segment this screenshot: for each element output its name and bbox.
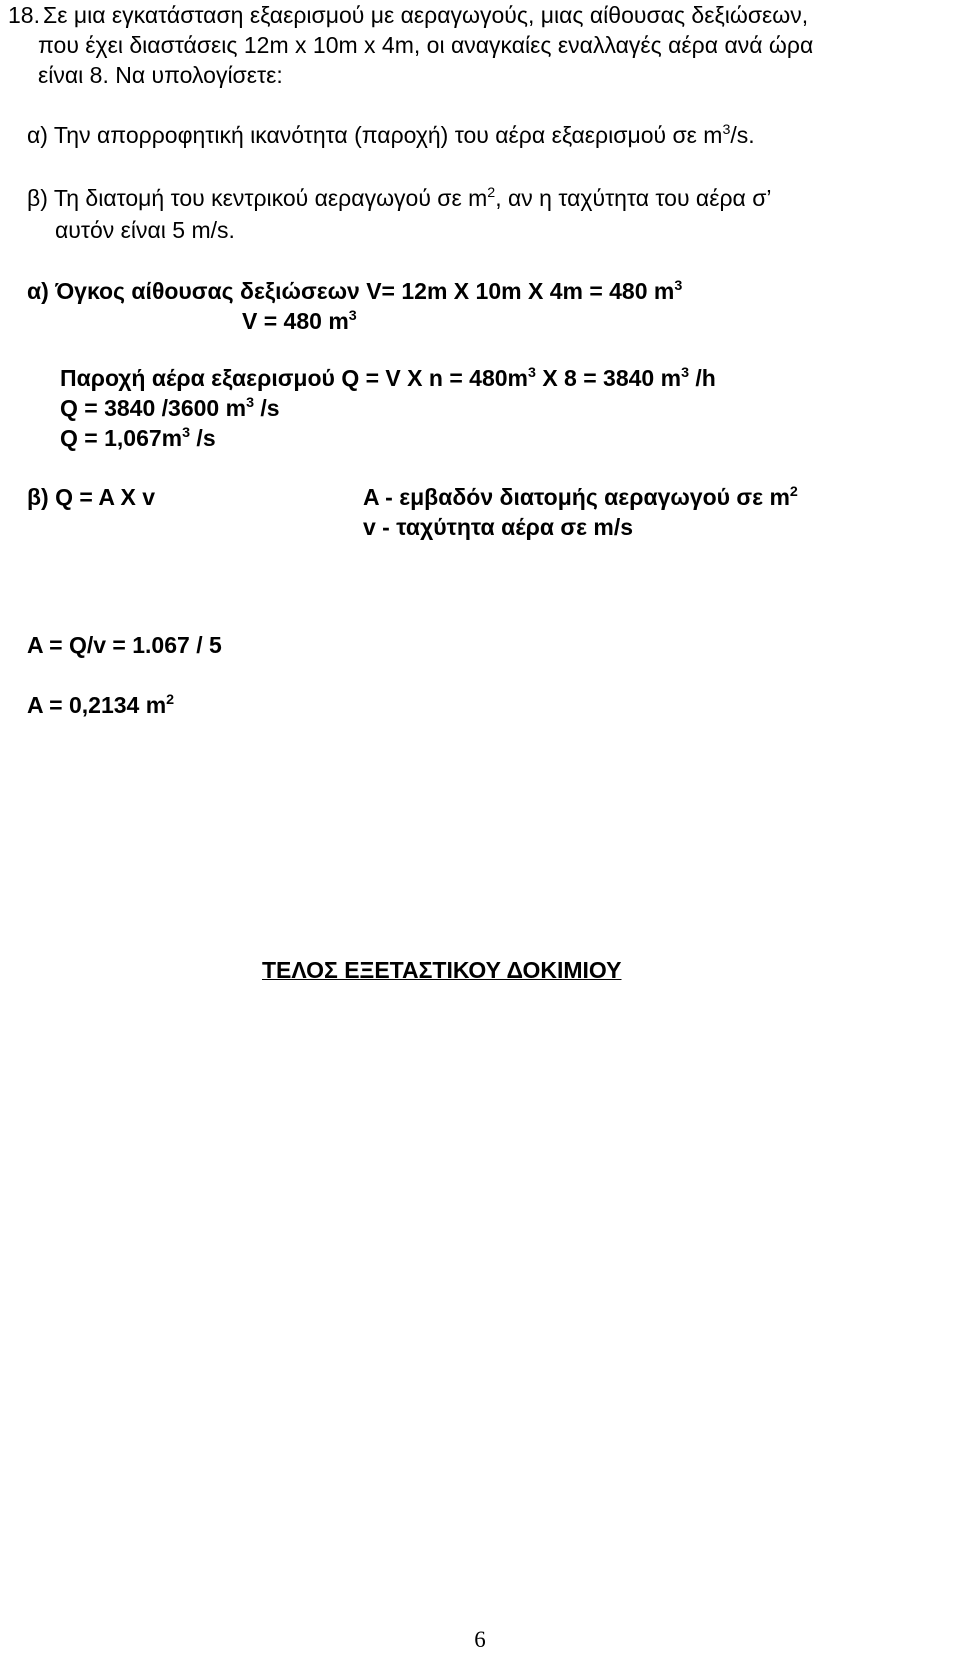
problem-line-1: 18. Σε μια εγκατάσταση εξαερισμού με αεραγωγούς, μιας αίθουσας δεξιώσεων, [8,2,809,28]
problem-number: 18. [8,2,40,28]
question-b: β) Τη διατομή του κεντρικού αεραγωγού σε $m^2$, αν η ταχύτητα του αέρα σ’ [27,185,772,211]
solution-flow-1: Παροχή αέρα εξαερισμού Q = V X $n = 480m^3$ X 8 = 3840 $m^3$ /h [60,365,716,391]
solution-area-result: A = 0,2134 $m^2$ [27,692,175,718]
solution-b-definition-velocity: v - ταχύτητα αέρα σε m/s [363,514,634,540]
page-number: 6 [474,1627,486,1652]
solution-a-volume: α) Όγκος αίθουσας δεξιώσεων V= 12m X 10m X 4m = 480 $m^3$ [27,278,683,304]
solution-a-volume-result: V = 480 $m^3$ [242,308,357,334]
solution-flow-2: Q = 3840 /3600 $m^3$ /s [60,395,280,421]
solution-flow-3: $Q = 1,067m^3$ /s [60,425,216,451]
solution-b-formula: β) Q = A X v [27,484,156,510]
end-of-exam-heading: ΤΕΛΟΣ ΕΞΕΤΑΣΤΙΚΟΥ ΔΟΚΙΜΙΟΥ [262,957,622,983]
problem-line-2: που έχει διαστάσεις 12m x 10m x 4m, οι αναγκαίες εναλλαγές αέρα ανά ώρα [38,32,814,58]
question-a: α) Την απορροφητική ικανότητα (παροχή) του αέρα εξαερισμού σε $m^3/s$. [27,122,755,148]
question-b-line-2: αυτόν είναι 5 m/s. [55,217,235,243]
problem-line-3: είναι 8. Να υπολογίσετε: [38,62,283,88]
solution-area-formula: A = Q/v = 1.067 / 5 [27,632,222,658]
solution-b-definition-area: A - εμβαδόν διατομής αεραγωγού σε $m^2$ [363,484,798,510]
